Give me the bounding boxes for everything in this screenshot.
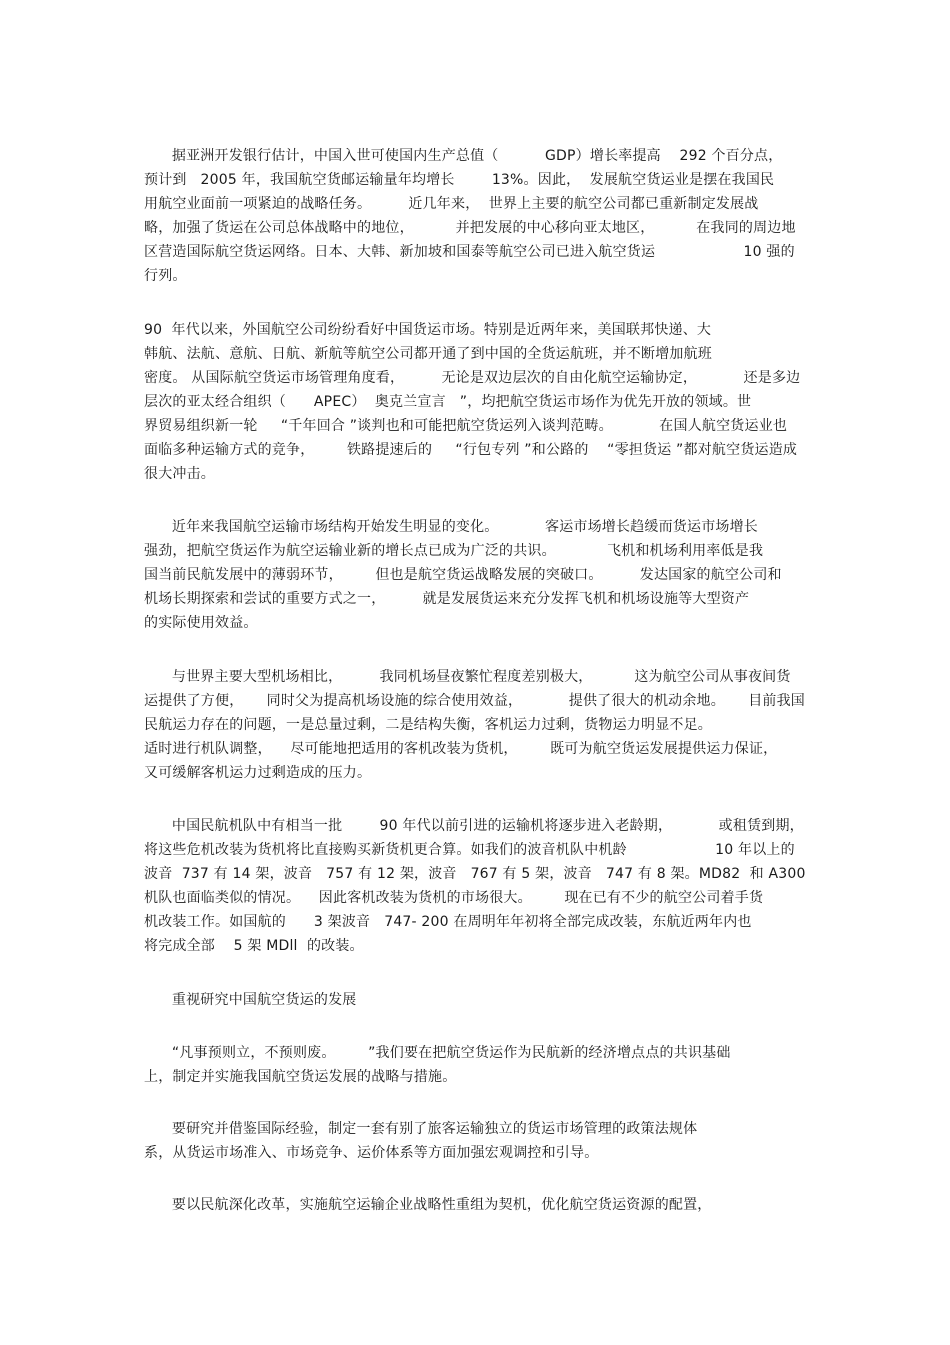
text-line: 系，从货运市场准入、市场竞争、运价体系等方面加强宏观调控和引导。 <box>144 1145 599 1161</box>
text-line: 又可缓解客机运力过剩造成的压力。 <box>144 765 372 781</box>
text-line: 适时进行机队调整， 尽可能地把适用的客机改装为货机， 既可为航空货运发展提供运力保证， <box>144 741 778 757</box>
text-line: 要研究并借鉴国际经验，制定一套有别了旅客运输独立的货运市场管理的政策法规体 <box>144 1121 698 1137</box>
text-line: 与世界主要大型机场相比， 我同机场昼夜繁忙程度差别极大， 这为航空公司从事夜间货 <box>144 669 791 685</box>
text-line: 波音 737 有 14 架，波音 757 有 12 架，波音 767 有 5 架，波音 747 有 8 架。MD82 和 A300 <box>144 866 806 882</box>
text-line: 据亚洲开发银行估计，中国入世可使国内生产总值（ GDP）增长率提高 292 个百分点， <box>144 148 783 164</box>
text-line: 近年来我国航空运输市场结构开始发生明显的变化。 客运市场增长趋缓而货运市场增长 <box>144 519 759 535</box>
text-line: 略，加强了货运在公司总体战略中的地位， 并把发展的中心移向亚太地区， 在我同的周边地 <box>144 220 796 236</box>
text-line: 的实际使用效益。 <box>144 615 258 631</box>
text-line: 面临多种运输方式的竞争， 铁路提速后的 “行包专列 ”和公路的 “零担货运 ”都对航空货运造成 <box>144 442 798 458</box>
text-line: 民航运力存在的问题，一是总量过剩，二是结构失衡，客机运力过剩，货物运力明显不足。 <box>144 717 712 733</box>
text-line: 密度。 从国际航空货运市场管理角度看， 无论是双边层次的自由化航空运输协定， 还是多边 <box>144 370 801 386</box>
text-line: 将这些危机改装为货机将比直接购买新货机更合算。如我们的波音机队中机龄 10 年以上的 <box>144 842 795 858</box>
text-line: 重视研究中国航空货运的发展 <box>144 992 357 1008</box>
text-line: 很大冲击。 <box>144 466 215 482</box>
text-line: “凡事预则立，不预则废。 ”我们要在把航空货运作为民航新的经济增点点的共识基础 <box>144 1045 731 1061</box>
text-line: 机场长期探索和尝试的重要方式之一， 就是发展货运来充分发挥飞机和机场设施等大型资产 <box>144 591 750 607</box>
text-line: 国当前民航发展中的薄弱环节， 但也是航空货运战略发展的突破口。 发达国家的航空公司和 <box>144 567 782 583</box>
text-line: 要以民航深化改革，实施航空运输企业战略性重组为契机，优化航空货运资源的配置， <box>144 1197 712 1213</box>
text-line: 机改装工作。如国航的 3 架波音 747- 200 在周明年年初将全部完成改装，东航近两年内也 <box>144 914 752 930</box>
text-line: 强劲，把航空货运作为航空运输业新的增长点已成为广泛的共识。 飞机和机场利用率低是我 <box>144 543 764 559</box>
text-line: 机队也面临类似的情况。 因此客机改装为货机的市场很大。 现在已有不少的航空公司着手货 <box>144 890 764 906</box>
text-line: 上，制定并实施我国航空货运发展的战略与措施。 <box>144 1069 457 1085</box>
text-line: 运提供了方便， 同时父为提高机场设施的综合使用效益， 提供了很大的机动余地。 目前我国 <box>144 693 806 709</box>
text-line: 韩航、法航、意航、日航、新航等航空公司都开通了到中国的全货运航班，并不断增加航班 <box>144 346 712 362</box>
text-line: 行列。 <box>144 268 187 284</box>
text-line: 区营造国际航空货运网络。日本、大韩、新加坡和国泰等航空公司已进入航空货运 10 强的 <box>144 244 795 260</box>
text-line: 90 年代以来，外国航空公司纷纷看好中国货运市场。特别是近两年来，美国联邦快递、大 <box>144 322 712 338</box>
text-line: 将完成全部 5 架 MDll 的改装。 <box>144 938 364 954</box>
text-line: 界贸易组织新一轮 “千年回合 ”谈判也和可能把航空货运列入谈判范畴。 在国人航空货运业也 <box>144 418 788 434</box>
text-line: 预计到 2005 年，我国航空货邮运输量年均增长 13%。因此， 发展航空货运业是摆在我国民 <box>144 172 775 188</box>
text-line: 层次的亚太经合组织（ APEC） 奥克兰宣言 ”，均把航空货运市场作为优先开放的领域。世 <box>144 394 752 410</box>
text-line: 中国民航机队中有相当一批 90 年代以前引进的运输机将逐步进入老龄期， 或租赁到期， <box>144 818 804 834</box>
text-line: 用航空业面前一项紧迫的战略任务。 近几年来， 世界上主要的航空公司都已重新制定发展战 <box>144 196 759 212</box>
